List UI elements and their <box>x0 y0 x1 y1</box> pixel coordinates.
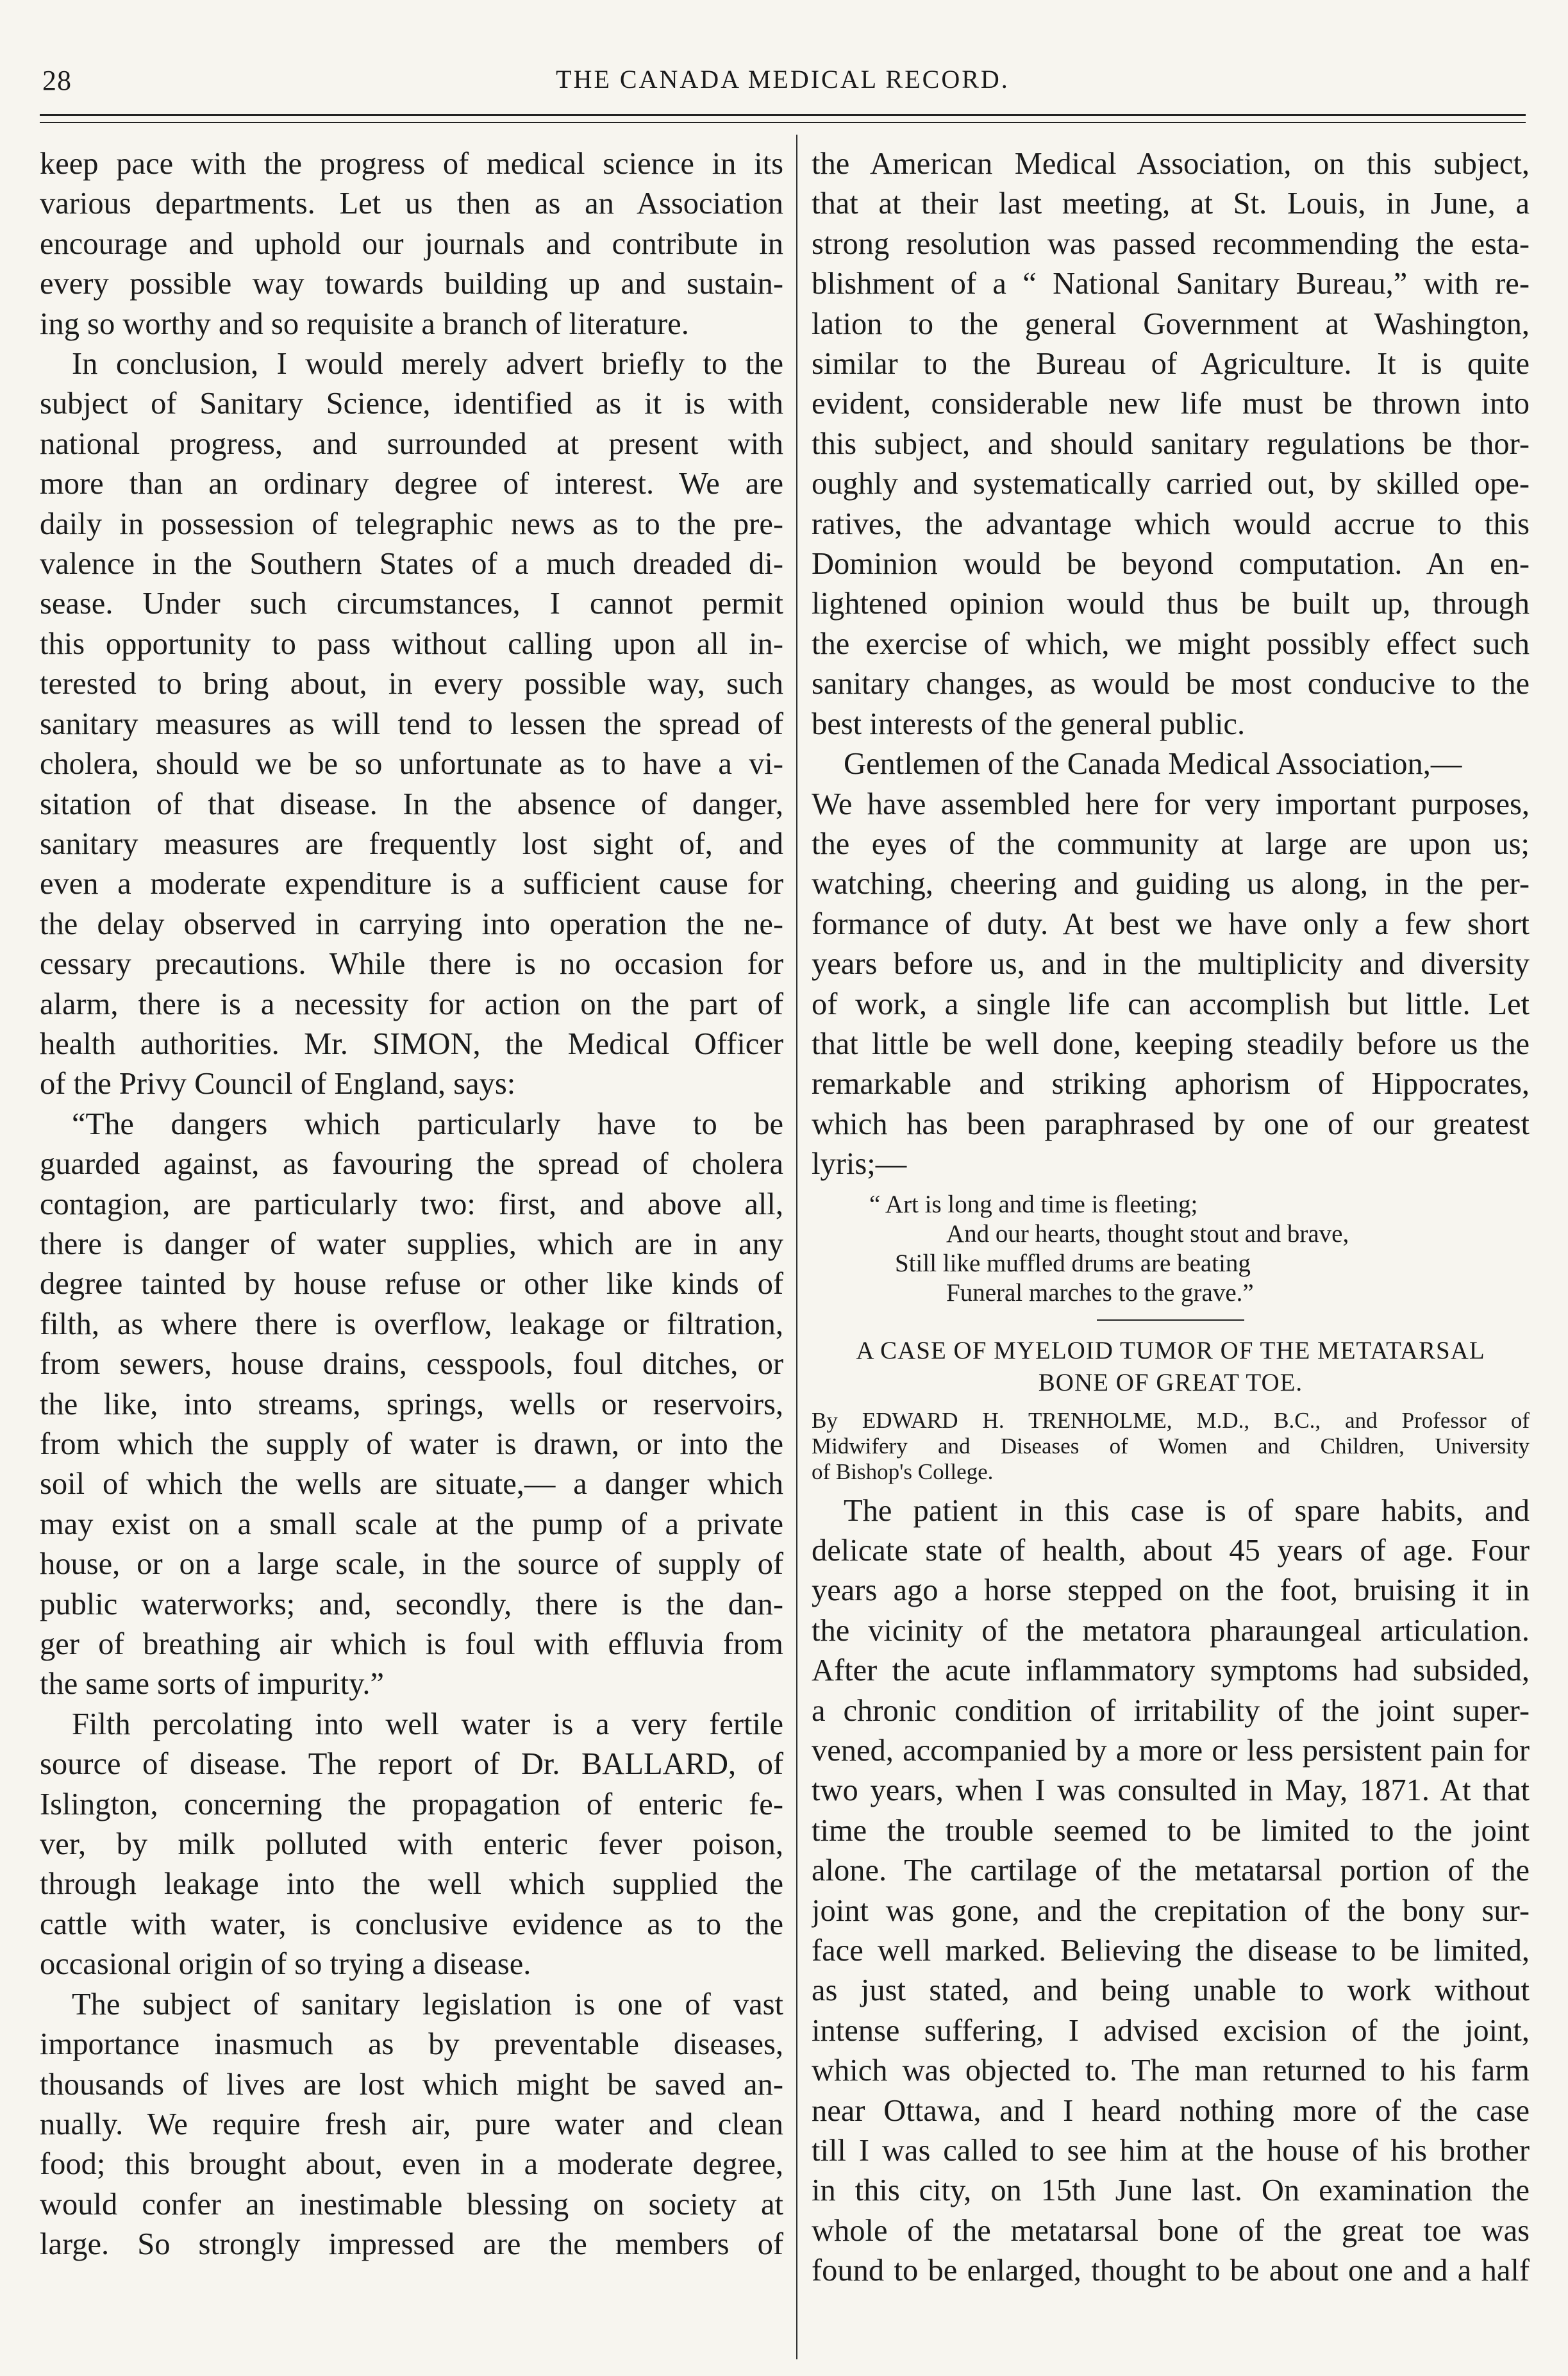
text-line: “The dangers which particularly have to be <box>72 1107 783 1141</box>
poem-line: And our hearts, thought stout and brave, <box>946 1219 1349 1248</box>
text-line: the vicinity of the metatora pharaungeal articulation. <box>812 1613 1530 1648</box>
text-line: lyris;— <box>812 1147 907 1182</box>
text-line: watching, cheering and guiding us along, in the per- <box>812 867 1530 901</box>
text-line: ver, by milk polluted with enteric fever poison, <box>40 1827 783 1862</box>
text-line: which has been paraphrased by one of our greatest <box>812 1107 1530 1141</box>
text-line: source of disease. The report of Dr. BALLARD, of <box>40 1747 783 1782</box>
text-line: lightened opinion would thus be built up, through <box>812 587 1530 621</box>
text-line: public waterworks; and, secondly, there is the dan- <box>40 1587 783 1621</box>
section-rule <box>1097 1319 1244 1321</box>
text-line: the exercise of which, we might possibly effect such <box>812 626 1530 661</box>
text-line: the eyes of the community at large are upon us; <box>812 826 1530 861</box>
text-line: best interests of the general public. <box>812 707 1246 741</box>
text-line: would confer an inestimable blessing on society at <box>40 2187 783 2221</box>
column-divider <box>796 135 797 2359</box>
text-line: terested to bring about, in every possible way, such <box>40 667 783 701</box>
text-line: After the acute inflammatory symptoms had subsided, <box>812 1653 1530 1688</box>
text-line: vened, accompanied by a more or less persistent pain for <box>812 1734 1530 1768</box>
text-line: as just stated, and being unable to work without <box>812 1973 1530 2008</box>
text-line: national progress, and surrounded at present with <box>40 426 783 461</box>
text-line: subject of Sanitary Science, identified as it is with <box>40 387 783 421</box>
author-byline: Midwifery and Diseases of Women and Children, University <box>812 1433 1530 1459</box>
text-line: even a moderate expenditure is a sufficient cause for <box>40 867 783 901</box>
text-line: from which the supply of water is drawn, or into the <box>40 1427 783 1461</box>
text-line: similar to the Bureau of Agriculture. It is quite <box>812 347 1530 381</box>
text-line: Gentlemen of the Canada Medical Association,— <box>844 747 1462 782</box>
text-line: sease. Under such circumstances, I cannot permit <box>40 587 783 621</box>
text-line: ratives, the advantage which would accrue to this <box>812 506 1530 541</box>
text-line: sitation of that disease. In the absence of danger, <box>40 787 783 821</box>
text-line: guarded against, as favouring the spread of cholera <box>40 1147 783 1182</box>
poem-line: Funeral marches to the grave.” <box>946 1278 1254 1307</box>
text-line: the same sorts of impurity.” <box>40 1667 384 1702</box>
text-line: formance of duty. At best we have only a few short <box>812 907 1530 941</box>
text-line: of the Privy Council of England, says: <box>40 1067 516 1101</box>
text-line: thousands of lives are lost which might be saved an- <box>40 2067 783 2102</box>
text-line: remarkable and striking aphorism of Hippocrates, <box>812 1067 1530 1101</box>
text-line: food; this brought about, even in a moderate degree, <box>40 2147 783 2182</box>
text-line: delicate state of health, about 45 years of age. Four <box>812 1533 1530 1568</box>
text-line: contagion, are particularly two: first, and above all, <box>40 1187 783 1221</box>
text-line: till I was called to see him at the house of his brother <box>812 2134 1530 2168</box>
poem-line: “ Art is long and time is fleeting; <box>869 1190 1198 1218</box>
text-line: that little be well done, keeping steadily before us the <box>812 1026 1530 1061</box>
page-number: 28 <box>42 65 72 96</box>
article-heading: A CASE OF MYELOID TUMOR OF THE METATARSAL <box>856 1336 1485 1364</box>
text-line: through leakage into the well which supplied the <box>40 1867 783 1902</box>
page-header <box>40 64 1526 103</box>
text-line: ger of breathing air which is foul with effluvia from <box>40 1627 783 1662</box>
text-line: blishment of a “ National Sanitary Bureau,” with re- <box>812 267 1530 301</box>
left-column <box>40 144 783 2265</box>
text-line: whole of the metatarsal bone of the great toe was <box>812 2213 1530 2248</box>
text-line: nually. We require fresh air, pure water and clean <box>40 2107 783 2141</box>
text-line: oughly and systematically carried out, by skilled ope- <box>812 467 1530 501</box>
text-line: near Ottawa, and I heard nothing more of the case <box>812 2093 1530 2128</box>
text-line: of work, a single life can accomplish but little. Let <box>812 987 1530 1021</box>
text-line: alarm, there is a necessity for action on the part of <box>40 987 783 1021</box>
text-line: may exist on a small scale at the pump of a private <box>40 1507 783 1541</box>
text-line: sanitary measures are frequently lost sight of, and <box>40 826 783 861</box>
right-column <box>812 144 1530 2291</box>
text-line: lation to the general Government at Washington, <box>812 306 1530 341</box>
text-line: house, or on a large scale, in the source of supply of <box>40 1547 783 1582</box>
text-line: health authorities. Mr. SIMON, the Medical Officer <box>40 1026 783 1061</box>
text-line: degree tainted by house refuse or other like kinds of <box>40 1267 783 1301</box>
text-line: keep pace with the progress of medical science in its <box>40 147 783 181</box>
text-line: that at their last meeting, at St. Louis, in June, a <box>812 187 1530 221</box>
text-line: every possible way towards building up and sustain- <box>40 267 783 301</box>
text-line: the delay observed in carrying into operation the ne- <box>40 907 783 941</box>
text-line: the American Medical Association, on this subject, <box>812 147 1530 181</box>
text-line: Filth percolating into well water is a very fertile <box>72 1707 783 1741</box>
text-line: daily in possession of telegraphic news as to the pre- <box>40 506 783 541</box>
author-byline: of Bishop's College. <box>812 1459 994 1484</box>
text-line: more than an ordinary degree of interest. We are <box>40 467 783 501</box>
text-line: years before us, and in the multiplicity and diversity <box>812 947 1530 982</box>
text-line: face well marked. Believing the disease to be limited, <box>812 1934 1530 1968</box>
text-line: various departments. Let us then as an Association <box>40 187 783 221</box>
text-line: alone. The cartilage of the metatarsal portion of the <box>812 1853 1530 1888</box>
header-rule <box>40 114 1526 123</box>
text-line: intense suffering, I advised excision of the joint, <box>812 2013 1530 2048</box>
text-line: joint was gone, and the crepitation of the bony sur- <box>812 1893 1530 1928</box>
text-line: two years, when I was consulted in May, 1871. At that <box>812 1773 1530 1808</box>
quoted-poem <box>812 1190 1530 1308</box>
text-line: the like, into streams, springs, wells or reservoirs, <box>40 1387 783 1421</box>
text-line: ing so worthy and so requisite a branch of literature. <box>40 306 689 341</box>
text-line: occasional origin of so trying a disease. <box>40 1947 531 1982</box>
text-line: valence in the Southern States of a much dreaded di- <box>40 547 783 581</box>
text-line: a chronic condition of irritability of the joint super- <box>812 1693 1530 1728</box>
text-line: this subject, and should sanitary regulations be thor- <box>812 426 1530 461</box>
text-line: found to be enlarged, thought to be about one and a half <box>812 2254 1530 2288</box>
author-byline: By EDWARD H. TRENHOLME, M.D., B.C., and Professor of <box>812 1407 1530 1433</box>
text-line: cholera, should we be so unfortunate as to have a vi- <box>40 747 783 782</box>
text-line: sanitary measures as will tend to lessen the spread of <box>40 707 783 741</box>
text-line: evident, considerable new life must be thrown into <box>812 387 1530 421</box>
text-line: The patient in this case is of spare habits, and <box>844 1493 1530 1528</box>
text-line: there is danger of water supplies, which are in any <box>40 1226 783 1261</box>
running-title: THE CANADA MEDICAL RECORD. <box>556 65 1010 94</box>
text-line: time the trouble seemed to be limited to the joint <box>812 1813 1530 1848</box>
text-line: Dominion would be beyond computation. An en- <box>812 547 1530 581</box>
text-line: large. So strongly impressed are the members of <box>40 2227 783 2262</box>
text-line: The subject of sanitary legislation is one of vast <box>72 1987 783 2021</box>
text-line: In conclusion, I would merely advert briefly to the <box>72 347 783 381</box>
text-line: We have assembled here for very important purposes, <box>812 787 1530 821</box>
poem-line: Still like muffled drums are beating <box>895 1249 1251 1277</box>
text-line: encourage and uphold our journals and contribute in <box>40 226 783 261</box>
text-line: this opportunity to pass without calling upon all in- <box>40 626 783 661</box>
text-line: which was objected to. The man returned to his farm <box>812 2054 1530 2088</box>
text-line: cessary precautions. While there is no occasion for <box>40 947 783 982</box>
text-line: soil of which the wells are situate,— a danger which <box>40 1467 783 1502</box>
text-line: importance inasmuch as by preventable diseases, <box>40 2027 783 2062</box>
text-line: sanitary changes, as would be most conducive to the <box>812 667 1530 701</box>
text-line: Islington, concerning the propagation of enteric fe- <box>40 1787 783 1821</box>
text-line: filth, as where there is overflow, leakage or filtration, <box>40 1307 783 1341</box>
article-heading: BONE OF GREAT TOE. <box>1038 1368 1303 1396</box>
text-line: from sewers, house drains, cesspools, foul ditches, or <box>40 1347 783 1382</box>
text-line: years ago a horse stepped on the foot, bruising it in <box>812 1573 1530 1608</box>
text-line: strong resolution was passed recommending the esta- <box>812 226 1530 261</box>
text-line: cattle with water, is conclusive evidence as to the <box>40 1907 783 1941</box>
text-line: in this city, on 15th June last. On examination the <box>812 2173 1530 2208</box>
